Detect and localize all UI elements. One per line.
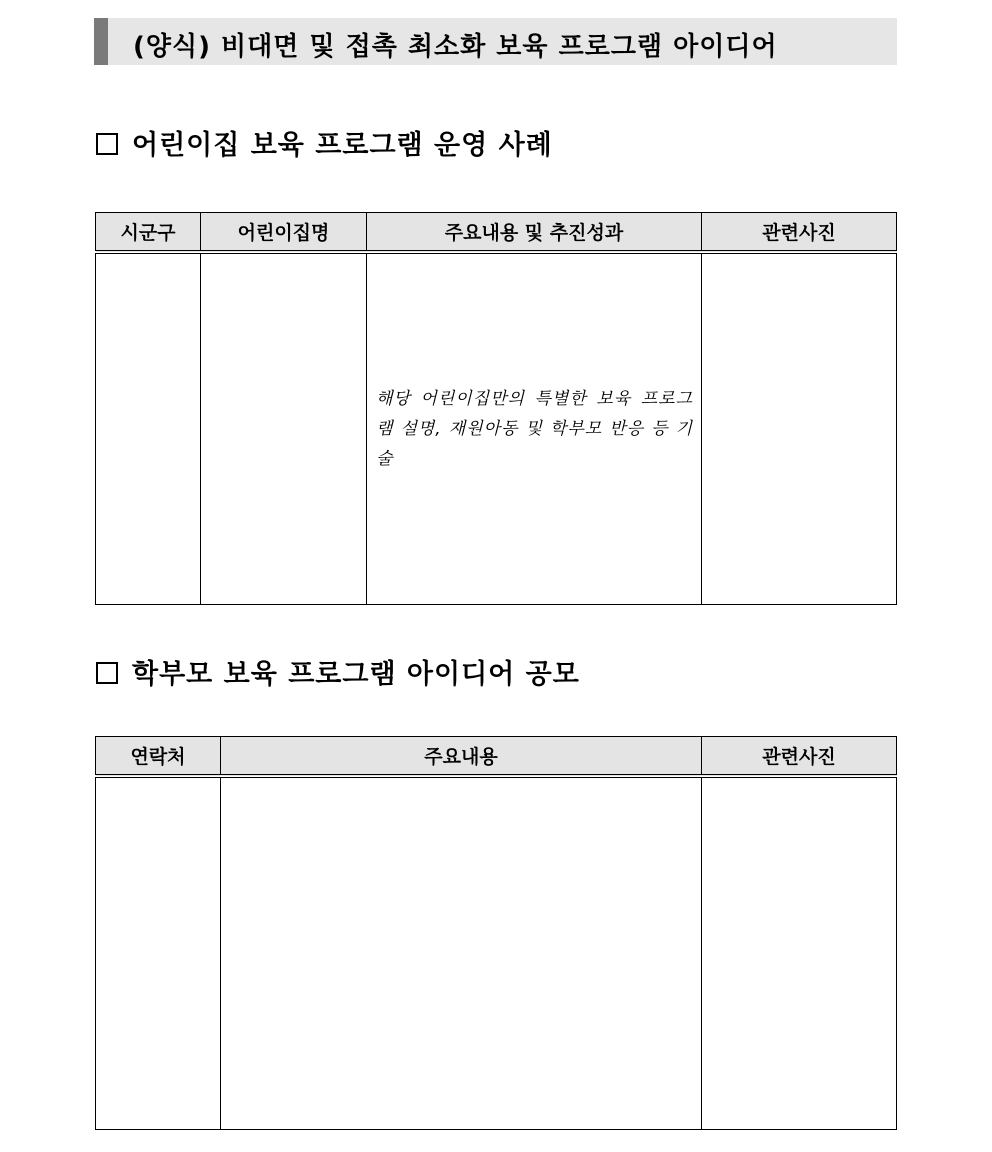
photo-cell[interactable] xyxy=(702,252,897,605)
contact-cell[interactable] xyxy=(96,776,221,1130)
district-cell[interactable] xyxy=(96,252,201,605)
program-case-table xyxy=(95,212,897,605)
content-cell[interactable] xyxy=(221,776,702,1130)
column-header-content: 주요내용 xyxy=(221,737,702,776)
column-header-photo: 관련사진 xyxy=(702,213,897,252)
table-header-row xyxy=(96,737,897,776)
photo-cell[interactable] xyxy=(702,776,897,1130)
checkbox-square-icon xyxy=(96,662,118,684)
section1-heading-text: 어린이집 보육 프로그램 운영 사례 xyxy=(132,130,553,161)
parent-idea-table xyxy=(95,736,897,1130)
content-cell[interactable] xyxy=(367,252,702,605)
table-row xyxy=(96,252,897,605)
section2-heading xyxy=(96,652,580,691)
column-header-contact: 연락처 xyxy=(96,737,221,776)
section2-heading-text: 학부모 보육 프로그램 아이디어 공모 xyxy=(132,659,580,690)
table-header-row xyxy=(96,213,897,252)
document-title-bar xyxy=(94,18,897,65)
document-title: (양식) 비대면 및 접촉 최소화 보육 프로그램 아이디어 xyxy=(133,32,778,62)
content-guide-text: 해당 어린이집만의 특별한 보육 프로그램 설명, 재원아동 및 학부모 반응 등 기술 xyxy=(376,388,693,469)
checkbox-square-icon xyxy=(96,133,118,155)
column-header-center-name: 어린이집명 xyxy=(201,213,367,252)
column-header-photo: 관련사진 xyxy=(702,737,897,776)
table-row xyxy=(96,776,897,1130)
center-name-cell[interactable] xyxy=(201,252,367,605)
column-header-district: 시군구 xyxy=(96,213,201,252)
column-header-content: 주요내용 및 추진성과 xyxy=(367,213,702,252)
section1-heading xyxy=(96,123,553,162)
